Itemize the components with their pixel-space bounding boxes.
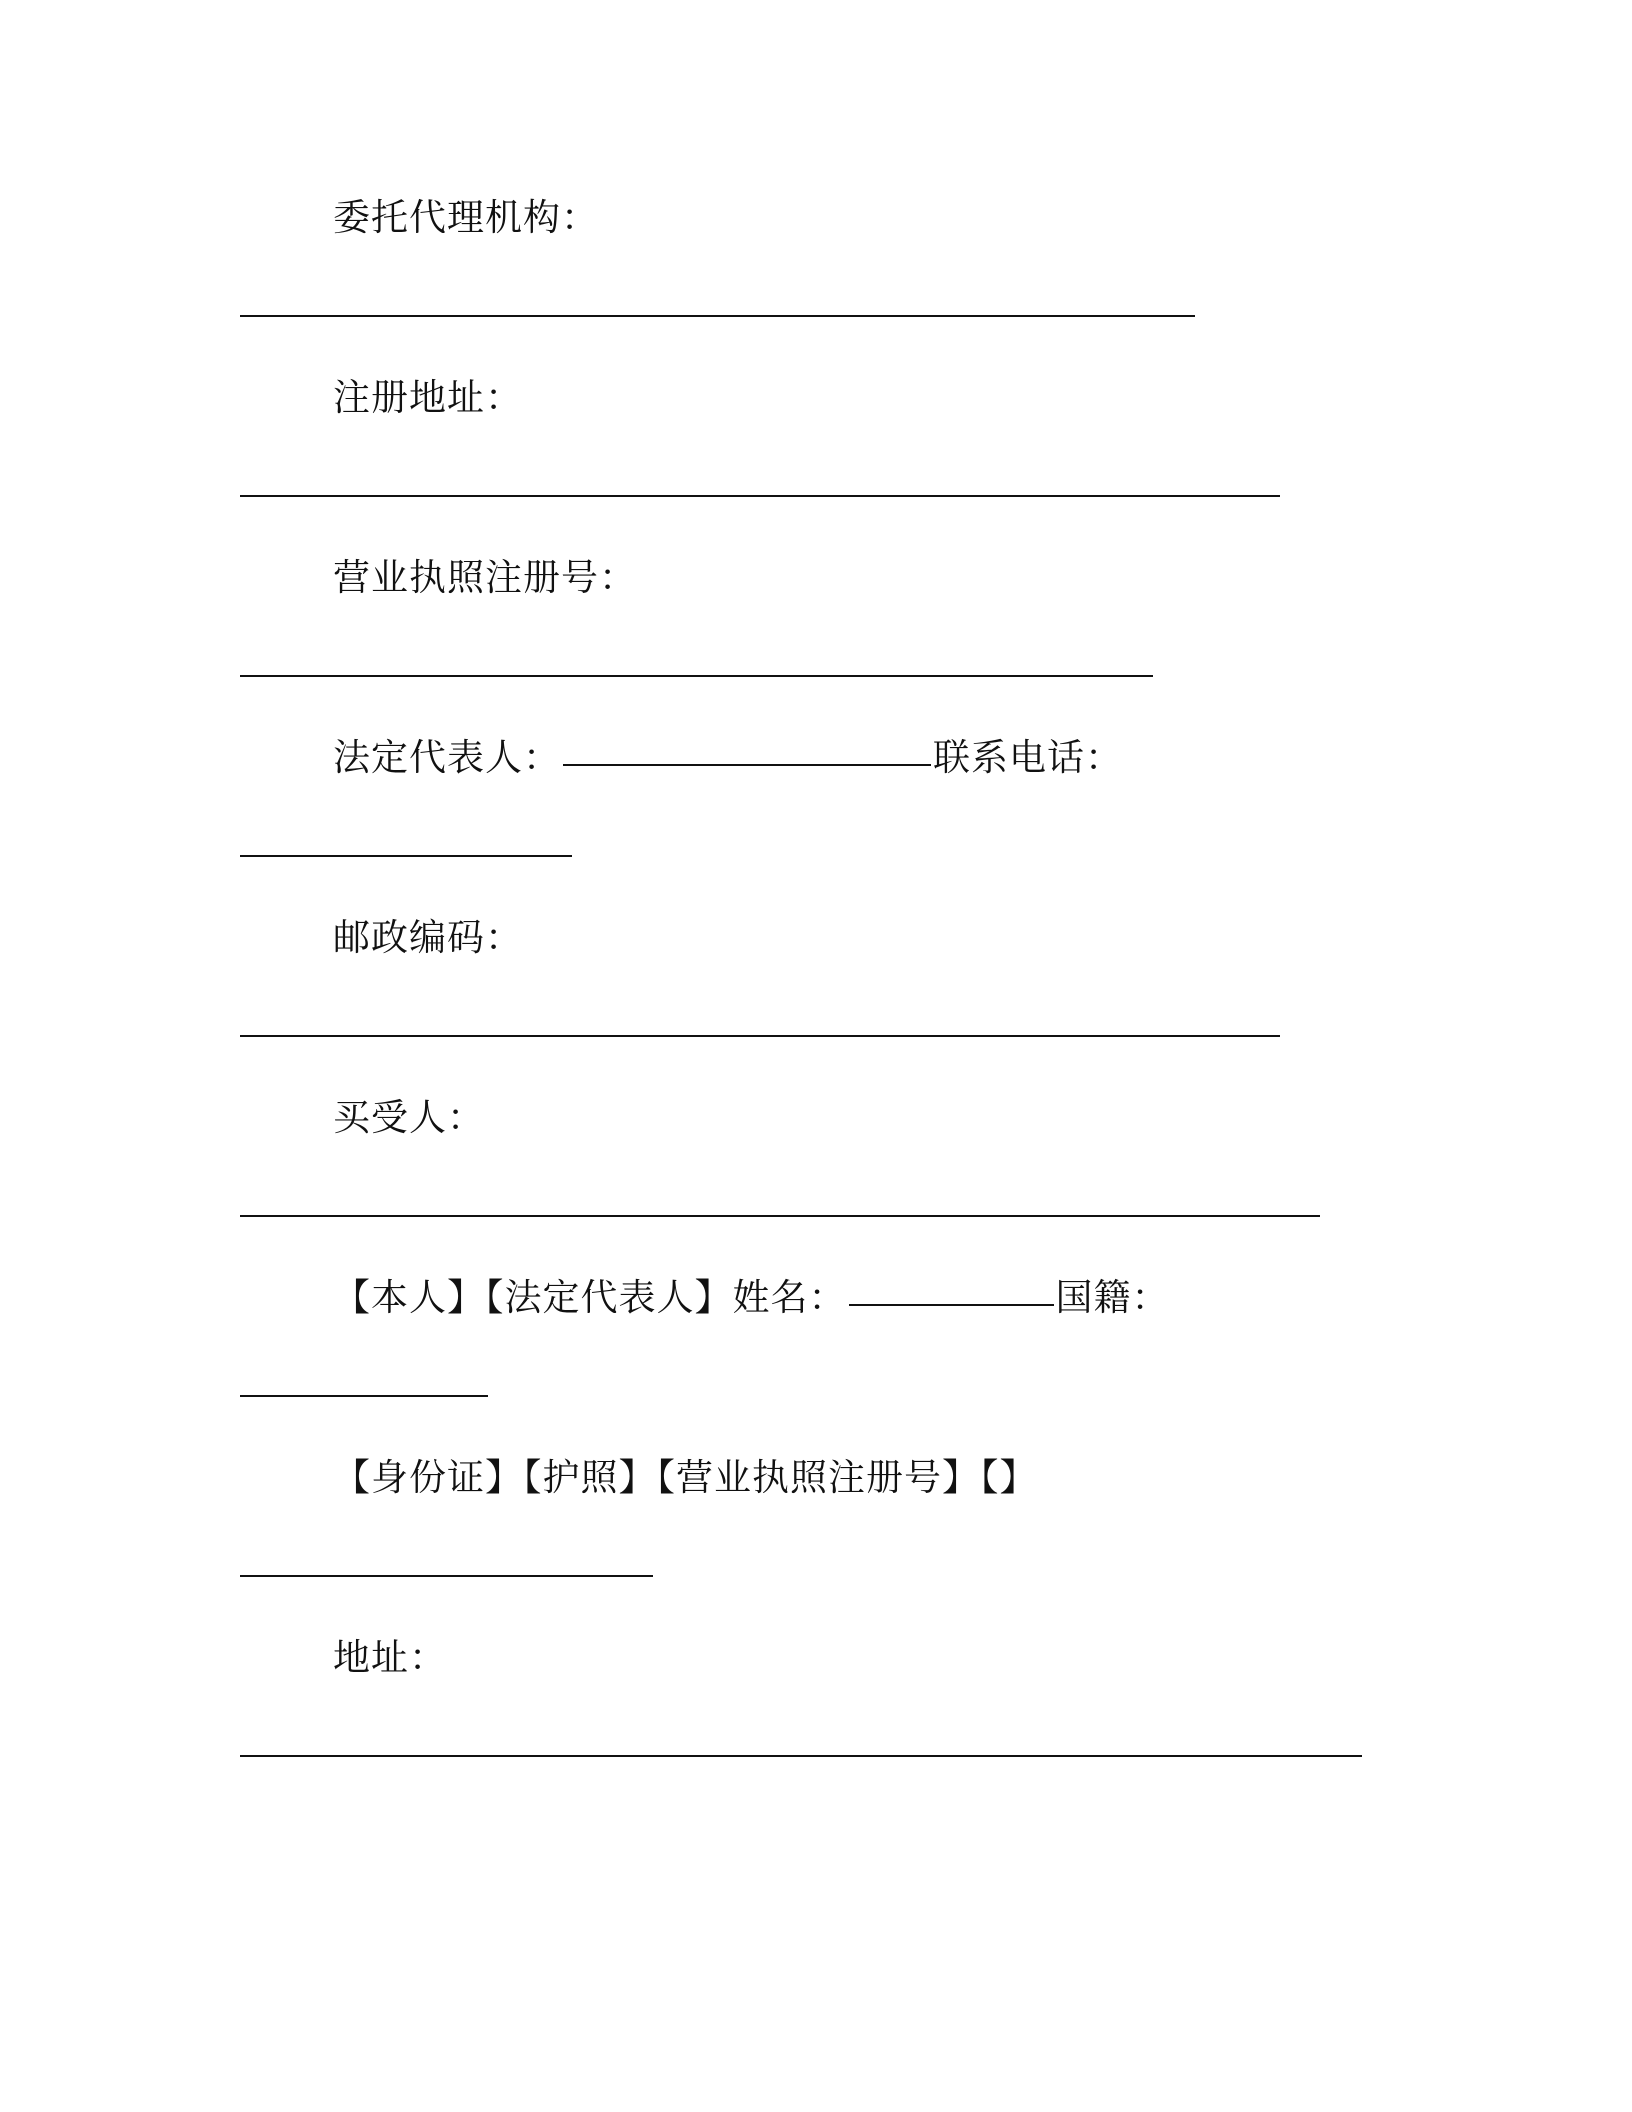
agent-legal-rep-line [333, 733, 1123, 783]
agent-address-label: 注册地址： [333, 376, 523, 419]
nationality-label: 国籍： [1055, 1276, 1170, 1319]
agent-name-blank[interactable] [240, 315, 1195, 317]
legal-rep-blank[interactable] [563, 764, 931, 766]
buyer-address-blank[interactable] [240, 1755, 1362, 1757]
buyer-document-options: 【身份证】【护照】【营业执照注册号】【】 [333, 1456, 1038, 1499]
phone-label: 联系电话： [933, 736, 1123, 779]
agent-postcode-blank[interactable] [240, 1035, 1280, 1037]
buyer-name-blank[interactable] [849, 1304, 1054, 1306]
agent-phone-blank[interactable] [240, 855, 572, 857]
buyer-label: 买受人： [333, 1096, 485, 1139]
agent-license-blank[interactable] [240, 675, 1153, 677]
buyer-document-blank[interactable] [240, 1575, 653, 1577]
buyer-address-label: 地址： [333, 1636, 447, 1679]
buyer-blank[interactable] [240, 1215, 1320, 1217]
identity-options-label: 【本人】【法定代表人】姓名： [333, 1276, 847, 1319]
agent-postcode-label: 邮政编码： [333, 916, 523, 959]
buyer-identity-line [333, 1273, 1170, 1323]
agent-name-label: 委托代理机构： [333, 196, 599, 239]
agent-license-label: 营业执照注册号： [333, 556, 637, 599]
legal-rep-label: 法定代表人： [333, 736, 561, 779]
agent-address-blank[interactable] [240, 495, 1280, 497]
buyer-nationality-blank[interactable] [240, 1395, 488, 1397]
